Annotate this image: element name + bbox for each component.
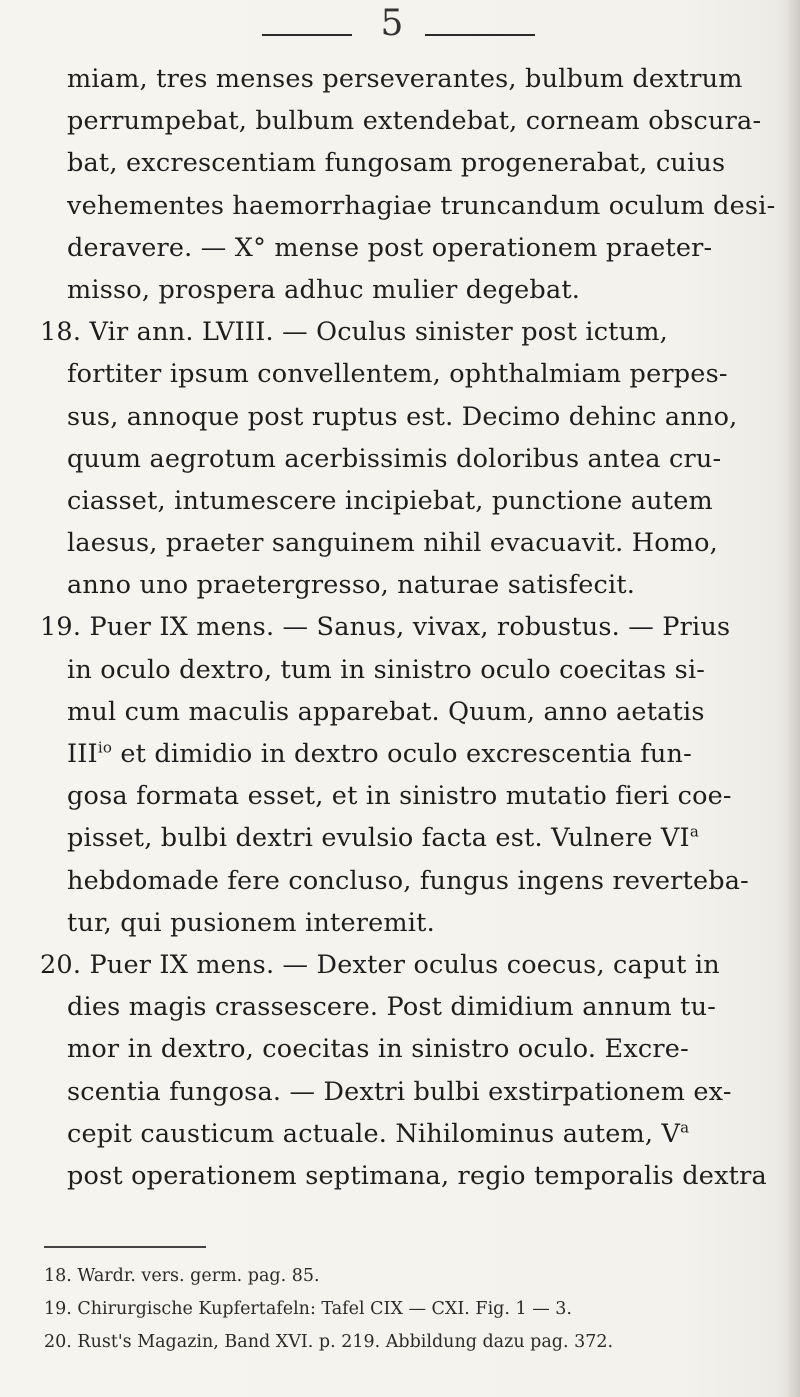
header-rule-right bbox=[425, 34, 535, 36]
text-line: dies magis crassescere. Post dimidium annum tu- bbox=[67, 992, 717, 1023]
text-line: laesus, praeter sanguinem nihil evacuavit. Homo, bbox=[67, 528, 718, 559]
text-line: $III^{io}$ et dimidio in dextro oculo excrescentia fun- bbox=[67, 738, 692, 769]
body-text bbox=[40, 58, 780, 1197]
text-line: in oculo dextro, tum in sinistro oculo coecitas si- bbox=[67, 654, 706, 685]
text-line: post operationem septimana, regio temporalis dextra bbox=[67, 1160, 767, 1191]
text-line: mul cum maculis apparebat. Quum, anno aetatis bbox=[67, 696, 705, 727]
page-number: 5 bbox=[380, 3, 404, 44]
case-20-heading-line: 20. Puer IX mens. — Dexter oculus coecus, caput in bbox=[40, 949, 720, 980]
text-line: tur, qui pusionem interemit. bbox=[67, 907, 435, 938]
text-line: perrumpebat, bulbum extendebat, corneam obscura- bbox=[67, 106, 762, 137]
footnote-separator bbox=[44, 1246, 206, 1248]
text-line: anno uno praetergresso, naturae satisfecit. bbox=[67, 570, 636, 601]
text-line: quum aegrotum acerbissimis doloribus antea cru- bbox=[67, 443, 722, 474]
text-line: misso, prospera adhuc mulier degebat. bbox=[67, 274, 581, 305]
text-line: pisset, bulbi dextri evulsio facta est. Vulnere $VI^a$ bbox=[67, 822, 699, 854]
page-header bbox=[0, 0, 800, 50]
case-18-heading-line: 18. Vir ann. LVIII. — Oculus sinister post ictum, bbox=[40, 317, 668, 348]
footnotes bbox=[44, 1260, 784, 1359]
text-line: deravere. — X° mense post operationem praeter- bbox=[67, 232, 713, 263]
text-line: sus, annoque post ruptus est. Decimo dehinc anno, bbox=[67, 401, 738, 432]
text-line: cepit causticum actuale. Nihilominus autem, $V^a$ bbox=[67, 1118, 690, 1149]
text-line: scentia fungosa. — Dextri bulbi exstirpationem ex- bbox=[67, 1076, 732, 1107]
text-line: mor in dextro, coecitas in sinistro oculo. Excre- bbox=[67, 1034, 689, 1065]
text-line: fortiter ipsum convellentem, ophthalmiam perpes- bbox=[67, 359, 728, 390]
footnote-20: 20. Rust's Magazin, Band XVI. p. 219. Abbildung dazu pag. 372. bbox=[44, 1332, 614, 1352]
footnote-19: 19. Chirurgische Kupfertafeln: Tafel CIX — CXI. Fig. 1 — 3. bbox=[44, 1299, 572, 1319]
text-line: gosa formata esset, et in sinistro mutatio fieri coe- bbox=[67, 781, 732, 812]
text-line: miam, tres menses perseverantes, bulbum dextrum bbox=[67, 64, 743, 94]
page-edge-shadow bbox=[786, 0, 800, 1397]
case-19-heading-line: 19. Puer IX mens. — Sanus, vivax, robustus. — Prius bbox=[40, 612, 731, 643]
text-line: vehementes haemorrhagiae truncandum oculum desi- bbox=[67, 190, 776, 221]
footnote-18: 18. Wardr. vers. germ. pag. 85. bbox=[44, 1266, 320, 1286]
header-rule-left bbox=[262, 34, 352, 36]
text-line: bat, excrescentiam fungosam progenerabat, cuius bbox=[67, 148, 726, 179]
text-line: hebdomade fere concluso, fungus ingens reverteba- bbox=[67, 865, 749, 896]
text-line: ciasset, intumescere incipiebat, punctione autem bbox=[67, 485, 713, 516]
